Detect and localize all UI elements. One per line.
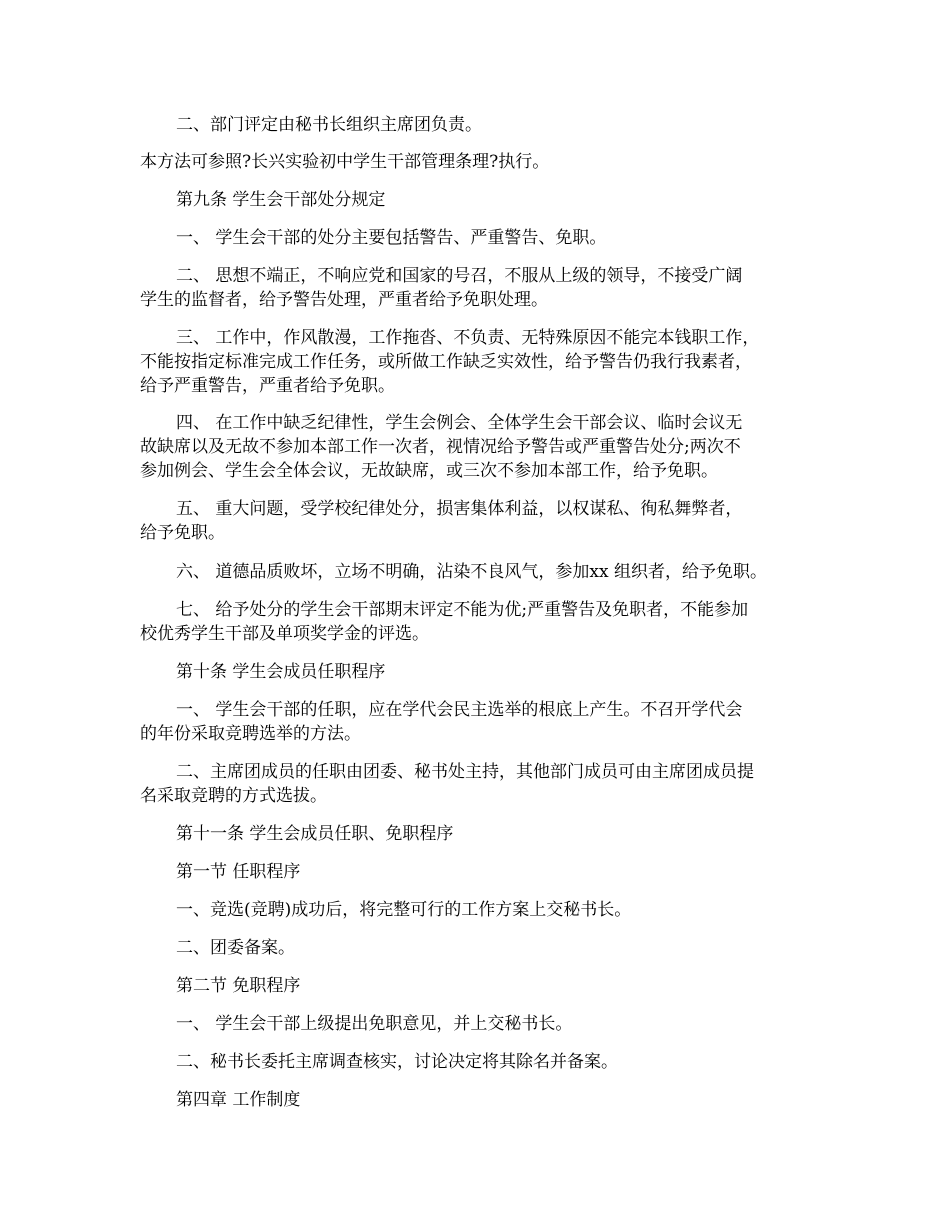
paragraph [140, 560, 820, 584]
paragraph [140, 1050, 820, 1074]
text-line: 第十条 学生会成员任职程序 [176, 662, 386, 682]
text-line: 校优秀学生干部及单项奖学金的评选。 [140, 624, 429, 644]
text-line: 二、部门评定由秘书长组织主席团负责。 [176, 115, 482, 135]
paragraph [140, 936, 820, 960]
text-line: 一、竞选(竞聘)成功后，将完整可行的工作方案上交秘书长。 [176, 900, 632, 920]
section-heading [140, 860, 820, 884]
section-heading [140, 974, 820, 998]
text-line: 一、 学生会干部的处分主要包括警告、严重警告、免职。 [176, 228, 607, 248]
text-line: 第二节 免职程序 [176, 976, 301, 996]
chapter-heading [140, 1088, 820, 1112]
paragraph [140, 113, 820, 137]
paragraph [140, 698, 820, 746]
text-line: 第四章 工作制度 [176, 1090, 301, 1110]
paragraph [140, 264, 820, 312]
paragraph [140, 226, 820, 250]
paragraph [140, 598, 820, 646]
text-line: 一、 学生会干部上级提出免职意见，并上交秘书长。 [176, 1014, 573, 1034]
paragraph [140, 497, 820, 545]
text-line: 二、秘书长委托主席调查核实，讨论决定将其除名并备案。 [176, 1052, 618, 1072]
paragraph [140, 898, 820, 922]
paragraph [140, 411, 820, 483]
section-heading [140, 660, 820, 684]
paragraph [140, 326, 820, 398]
text-line: 六、 道德品质败坏，立场不明确，沾染不良风气，参加xx 组织者，给予免职。 [176, 562, 767, 582]
text-line: 二、主席团成员的任职由团委、秘书处主持，其他部门成员可由主席团成员提 [176, 762, 754, 782]
text-line: 七、 给予处分的学生会干部期末评定不能为优;严重警告及免职者，不能参加 [176, 600, 749, 620]
text-line: 学生的监督者，给予警告处理，严重者给予免职处理。 [140, 290, 548, 310]
text-line: 名采取竞聘的方式选拔。 [140, 786, 327, 806]
text-line: 给予免职。 [140, 523, 225, 543]
text-line: 二、 思想不端正，不响应党和国家的号召，不服从上级的领导，不接受广阔 [176, 266, 743, 286]
text-line: 的年份采取竞聘选举的方法。 [140, 724, 361, 744]
text-line: 不能按指定标准完成工作任务，或所做工作缺乏实效性，给予警告仍我行我素者， [140, 352, 752, 372]
text-line: 第一节 任职程序 [176, 862, 301, 882]
section-heading [140, 822, 820, 846]
text-line: 第九条 学生会干部处分规定 [176, 190, 386, 210]
text-line: 三、 工作中，作风散漫，工作拖沓、不负责、无特殊原因不能完本钱职工作， [176, 328, 760, 348]
text-line: 本方法可参照?长兴实验初中学生干部管理条理?执行。 [140, 152, 550, 172]
paragraph [140, 1012, 820, 1036]
text-line: 第十一条 学生会成员任职、免职程序 [176, 824, 454, 844]
text-line: 五、 重大问题，受学校纪律处分，损害集体利益，以权谋私、徇私舞弊者， [176, 499, 743, 519]
text-line: 参加例会、学生会全体会议，无故缺席，或三次不参加本部工作，给予免职。 [140, 461, 718, 481]
text-line: 一、 学生会干部的任职，应在学代会民主选举的根底上产生。不召开学代会 [176, 700, 743, 720]
text-line: 四、 在工作中缺乏纪律性，学生会例会、全体学生会干部会议、临时会议无 [176, 413, 743, 433]
paragraph [140, 150, 820, 174]
section-heading [140, 188, 820, 212]
paragraph [140, 760, 820, 808]
text-line: 给予严重警告，严重者给予免职。 [140, 376, 395, 396]
text-line: 故缺席以及无故不参加本部工作一次者，视情况给予警告或严重警告处分;两次不 [140, 437, 741, 457]
text-line: 二、团委备案。 [176, 938, 295, 958]
